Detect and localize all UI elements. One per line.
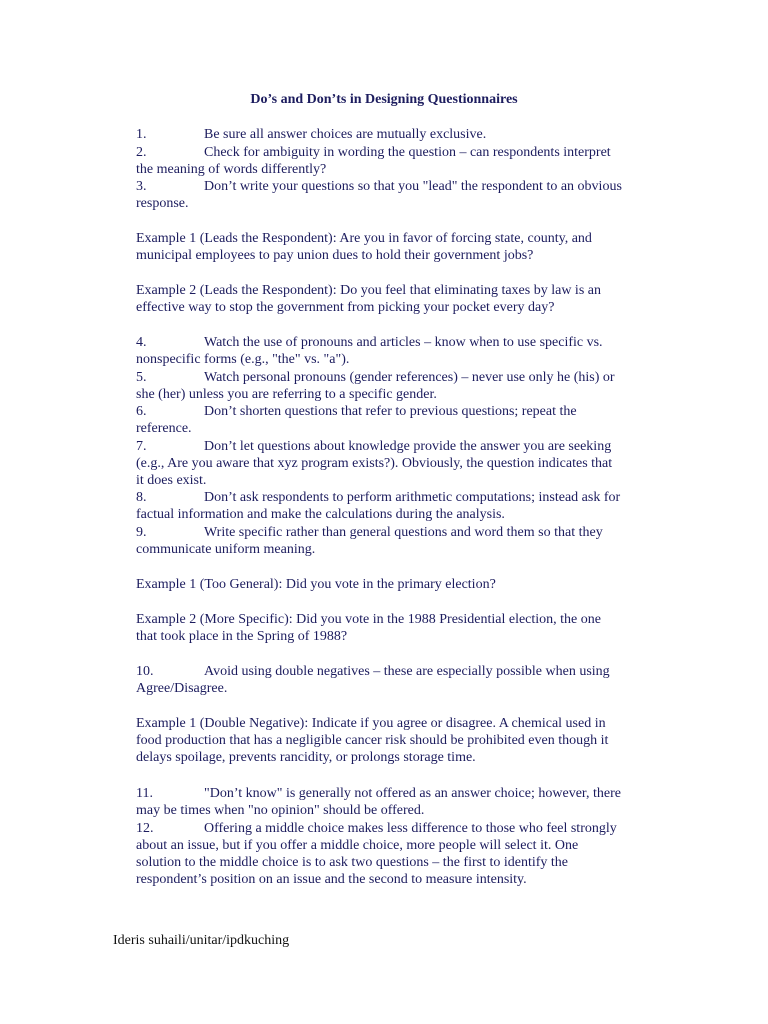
item-text: Don’t write your questions so that you "lead" the respondent to an obvious [204, 179, 622, 194]
item-text: Example 1 (Double Negative): Indicate if you agree or disagree. A chemical used in [136, 716, 606, 731]
text-line [136, 386, 656, 403]
text-line [136, 351, 656, 368]
text-line [136, 369, 656, 386]
item-text: the meaning of words differently? [136, 162, 327, 177]
item-text: delays spoilage, prevents rancidity, or prolongs storage time. [136, 750, 476, 765]
numbered-item [136, 144, 656, 178]
text-line [136, 420, 656, 437]
item-text: Example 2 (More Specific): Did you vote in the 1988 Presidential election, the one [136, 612, 601, 627]
item-text: reference. [136, 421, 192, 436]
text-line [136, 299, 656, 316]
example-paragraph [136, 715, 656, 766]
item-text: solution to the middle choice is to ask two questions – the first to identify the [136, 855, 568, 870]
item-number: 9. [136, 525, 147, 540]
item-text: may be times when "no opinion" should be offered. [136, 803, 425, 818]
numbered-item [136, 178, 656, 212]
document-footer: Ideris suhaili/unitar/ipdkuching [113, 933, 290, 948]
text-line [136, 195, 656, 212]
text-line [136, 455, 656, 472]
item-text: Offering a middle choice makes less difference to those who feel strongly [204, 821, 617, 836]
text-line [136, 854, 656, 871]
text-line [136, 161, 656, 178]
text-line [136, 820, 656, 837]
item-text: communicate uniform meaning. [136, 542, 316, 557]
text-line [136, 749, 656, 766]
item-text: factual information and make the calculations during the analysis. [136, 507, 505, 522]
item-number: 1. [136, 127, 147, 142]
text-line [136, 230, 656, 247]
item-text: Example 1 (Leads the Respondent): Are you in favor of forcing state, county, and [136, 231, 592, 246]
text-line [136, 144, 656, 161]
text-line [136, 715, 656, 732]
item-text: about an issue, but if you offer a middle choice, more people will select it. One [136, 838, 579, 853]
numbered-item [136, 126, 656, 143]
example-paragraph [136, 576, 656, 593]
text-line [136, 438, 656, 455]
item-text: Avoid using double negatives – these are especially possible when using [204, 664, 610, 679]
item-text: effective way to stop the government from picking your pocket every day? [136, 300, 555, 315]
numbered-item [136, 820, 656, 888]
item-text: Write specific rather than general questions and word them so that they [204, 525, 603, 540]
numbered-item [136, 369, 656, 403]
item-number: 4. [136, 335, 147, 350]
text-line [136, 611, 656, 628]
text-line [136, 732, 656, 749]
document-title: Do’s and Don’ts in Designing Questionnaires [250, 92, 518, 107]
item-text: Check for ambiguity in wording the question – can respondents interpret [204, 145, 611, 160]
numbered-item [136, 785, 656, 819]
item-number: 12. [136, 821, 154, 836]
numbered-item [136, 663, 656, 697]
numbered-item [136, 438, 656, 489]
item-text: Don’t ask respondents to perform arithmetic computations; instead ask for [204, 490, 621, 505]
text-line [136, 785, 656, 802]
item-number: 7. [136, 439, 147, 454]
item-number: 3. [136, 179, 147, 194]
text-line [136, 802, 656, 819]
text-line [136, 871, 656, 888]
item-number: 5. [136, 370, 147, 385]
item-text: Watch the use of pronouns and articles – know when to use specific vs. [204, 335, 603, 350]
item-text: Agree/Disagree. [136, 681, 228, 696]
item-text: municipal employees to pay union dues to hold their government jobs? [136, 248, 534, 263]
item-text: respondent’s position on an issue and the second to measure intensity. [136, 872, 527, 887]
item-text: Don’t shorten questions that refer to previous questions; repeat the [204, 404, 577, 419]
item-text: "Don’t know" is generally not offered as an answer choice; however, there [204, 786, 621, 801]
numbered-item [136, 403, 656, 437]
item-text: Be sure all answer choices are mutually exclusive. [204, 127, 487, 142]
text-line [136, 506, 656, 523]
text-line [136, 680, 656, 697]
example-paragraph [136, 230, 656, 264]
item-text: response. [136, 196, 189, 211]
item-text: it does exist. [136, 473, 207, 488]
item-number: 11. [136, 786, 153, 801]
text-line [136, 247, 656, 264]
item-number: 2. [136, 145, 147, 160]
example-paragraph [136, 611, 656, 645]
text-line [136, 489, 656, 506]
text-line [136, 524, 656, 541]
text-line [136, 126, 656, 143]
text-line [136, 628, 656, 645]
item-text: that took place in the Spring of 1988? [136, 629, 348, 644]
item-number: 6. [136, 404, 147, 419]
text-line [136, 334, 656, 351]
item-text: Example 2 (Leads the Respondent): Do you feel that eliminating taxes by law is an [136, 283, 601, 298]
item-text: food production that has a negligible cancer risk should be prohibited even though it [136, 733, 609, 748]
text-line [136, 472, 656, 489]
numbered-item [136, 334, 656, 368]
text-line [136, 837, 656, 854]
numbered-item [136, 489, 656, 523]
example-paragraph [136, 282, 656, 316]
item-number: 10. [136, 664, 154, 679]
item-text: Don’t let questions about knowledge provide the answer you are seeking [204, 439, 612, 454]
text-line [136, 663, 656, 680]
item-text: she (her) unless you are referring to a specific gender. [136, 387, 437, 402]
item-number: 8. [136, 490, 147, 505]
item-text: nonspecific forms (e.g., "the" vs. "a"). [136, 352, 350, 367]
text-line [136, 541, 656, 558]
text-line [136, 403, 656, 420]
text-line [136, 282, 656, 299]
text-line [136, 576, 656, 593]
item-text: Example 1 (Too General): Did you vote in the primary election? [136, 577, 496, 592]
item-text: Watch personal pronouns (gender references) – never use only he (his) or [204, 370, 615, 385]
text-line [136, 178, 656, 195]
item-text: (e.g., Are you aware that xyz program exists?). Obviously, the question indicates that [136, 456, 613, 471]
numbered-item [136, 524, 656, 558]
